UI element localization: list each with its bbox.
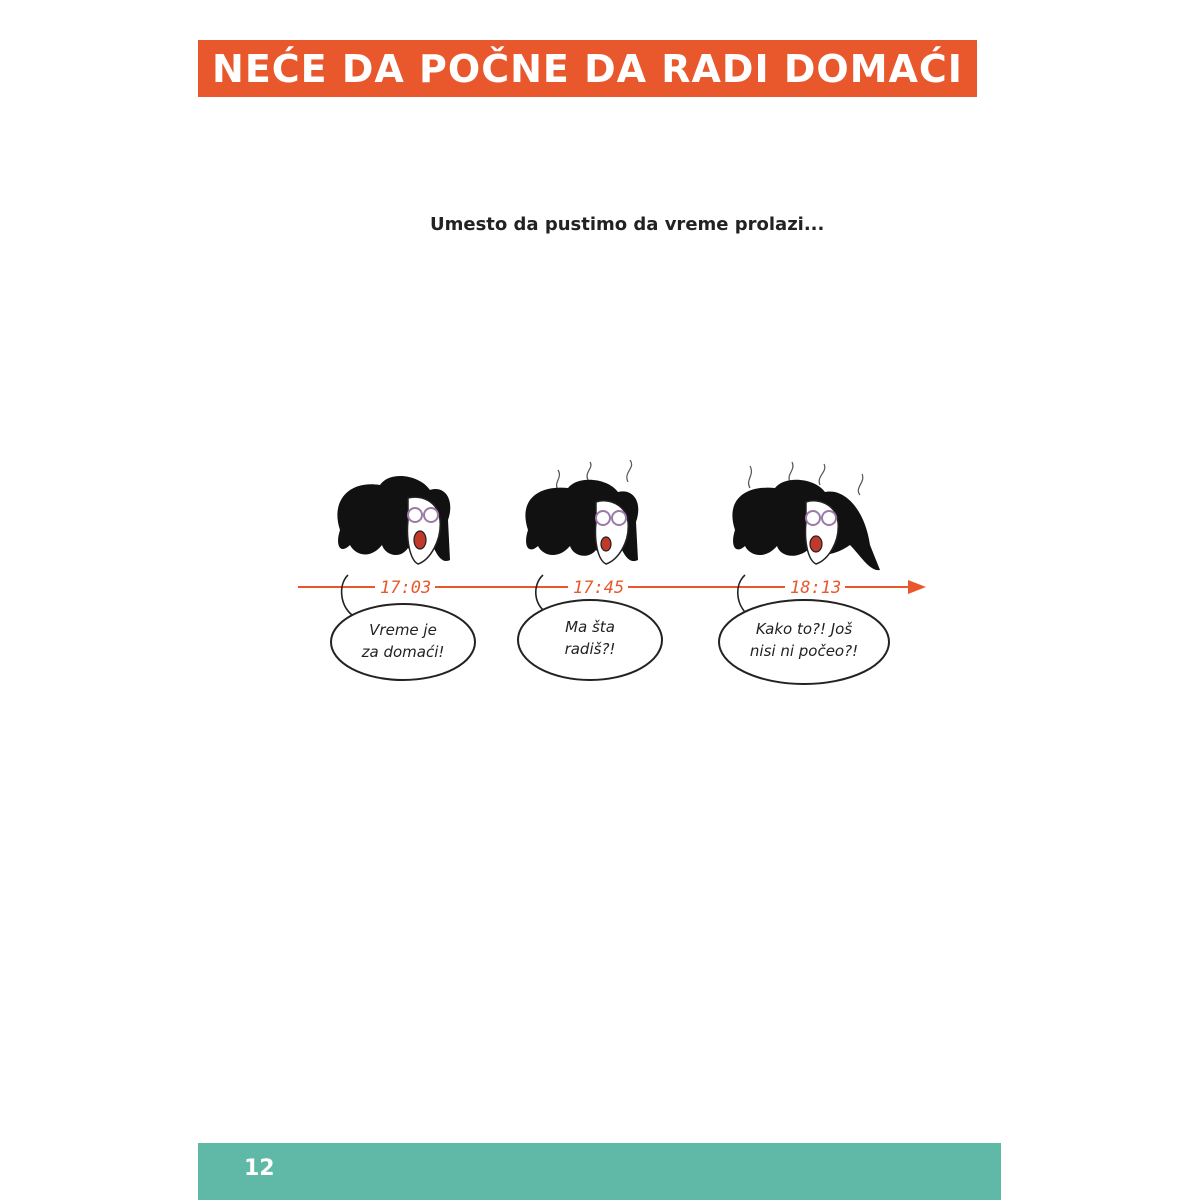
comic-panel-1: [331, 476, 475, 680]
title-banner: [198, 40, 977, 97]
speech-bubble-1: [331, 604, 475, 680]
girl-face: [407, 497, 440, 564]
page-number: 12: [244, 1156, 275, 1181]
intro-text: Umesto da pustimo da vreme prolazi...: [430, 214, 825, 235]
comic-svg: [290, 460, 940, 700]
speech-line-2a: Ma šta: [565, 618, 615, 636]
girl-face: [595, 501, 628, 564]
comic-panel-3: [719, 462, 889, 684]
time-label-2: 17:45: [573, 578, 625, 598]
speech-line-2b: radiš?!: [564, 640, 616, 658]
speech-line-3b: nisi ni počeo?!: [749, 642, 859, 660]
mouth: [810, 536, 822, 552]
mouth: [414, 531, 426, 549]
speech-line-1b: za domaći!: [361, 643, 445, 661]
speech-line-3a: Kako to?! Još: [755, 620, 853, 638]
footer-bar: [198, 1143, 1001, 1200]
timeline-arrowhead: [908, 580, 926, 594]
speech-line-1a: Vreme je: [369, 621, 437, 639]
time-label-3: 18:13: [790, 578, 842, 598]
mouth: [601, 537, 611, 551]
stress-lines-icon: [749, 466, 752, 488]
time-label-1: 17:03: [380, 578, 432, 598]
comic-illustration: [290, 460, 940, 700]
girl-face: [805, 501, 838, 564]
page-title: NEĆE DA POČNE DA RADI DOMAĆI: [212, 46, 963, 91]
stress-lines-icon: [557, 470, 560, 490]
comic-panel-2: [518, 460, 662, 680]
